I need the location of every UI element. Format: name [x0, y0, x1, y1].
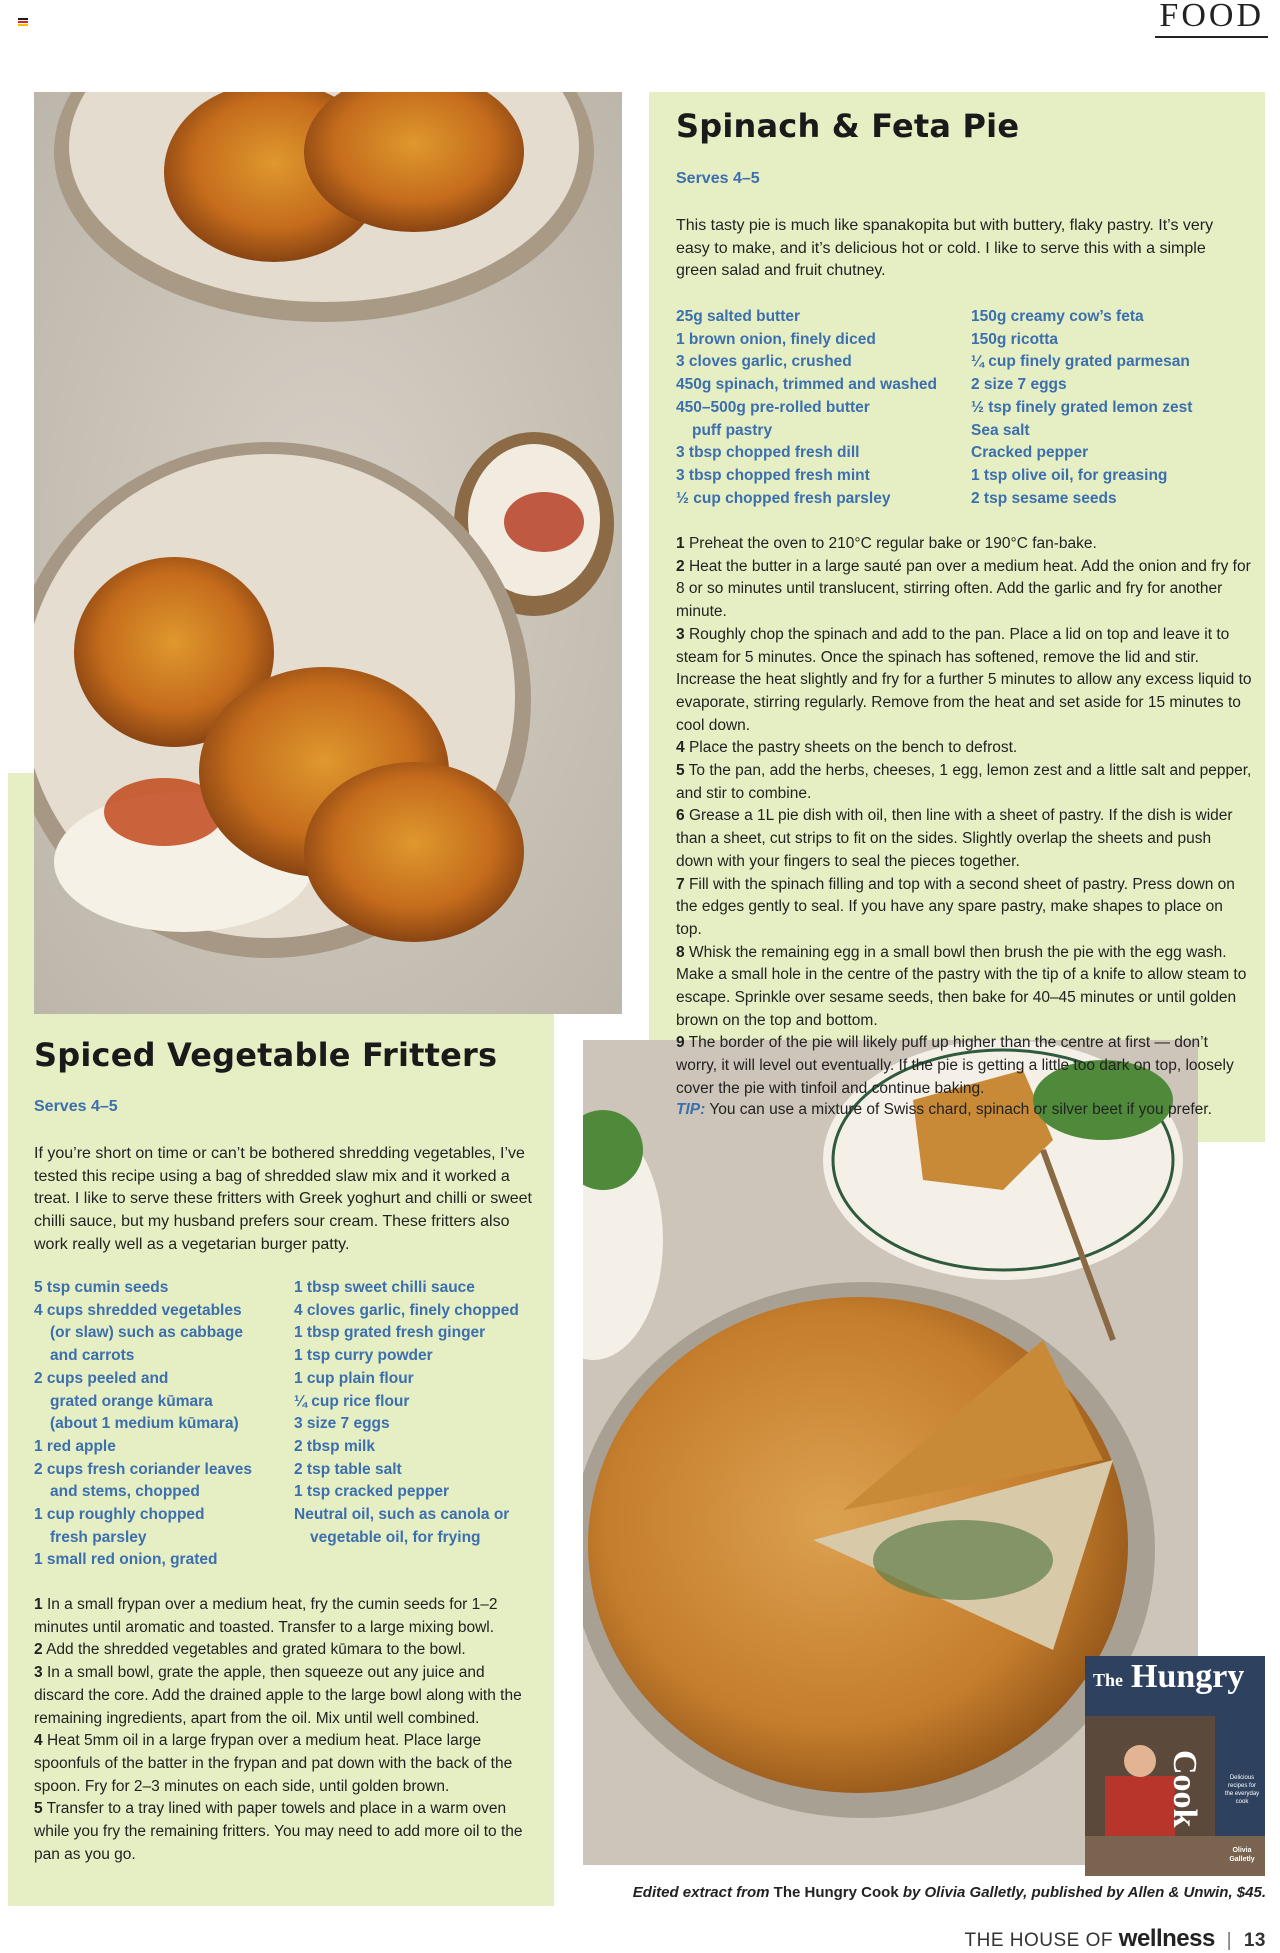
ingredient-text-continued: puff pastry: [692, 421, 773, 439]
ingredient-item: [676, 442, 966, 465]
ingredient-text: 2 tsp sesame seeds: [971, 489, 1117, 507]
step-text: Roughly chop the spinach and add to the pan. Place a lid on top and leave it to steam for 5 minutes. Once the spinach has softened, remove the lid and stir. Increase the heat slightly and fry for a further 5 minutes to allow any excess liquid to evaporate, stirring regularly. Remove from the heat and set aside for 15 minutes to cool down.: [676, 625, 1252, 734]
ingredient-item: [294, 1504, 544, 1549]
ingredient-text: ½ tsp finely grated lemon zest: [971, 398, 1193, 416]
ingredient-text: 1 tbsp sweet chilli sauce: [294, 1279, 475, 1296]
ingredient-text: 2 tbsp milk: [294, 1437, 375, 1455]
pie-ingredients-right: [971, 306, 1261, 510]
ingredient-item: [34, 1277, 294, 1300]
tip-text: You can use a mixture of Swiss chard, spinach or silver beet if you prefer.: [709, 1101, 1212, 1118]
ingredient-text: 450g spinach, trimmed and washed: [676, 376, 937, 394]
ingredient-text: 2 size 7 eggs: [971, 376, 1067, 394]
tip-label: TIP:: [676, 1101, 706, 1118]
ingredient-text: 3 size 7 eggs: [294, 1415, 390, 1433]
pie-method: [676, 533, 1252, 1101]
step-number: 1: [676, 535, 685, 552]
ingredient-item: [34, 1300, 294, 1368]
pie-tip: [676, 1099, 1252, 1122]
step-number: 1: [34, 1596, 43, 1613]
ingredient-text-continued: vegetable oil, for frying: [310, 1528, 481, 1546]
credit-suffix: by Olivia Galletly, published by Allen & Unwin, $45.: [902, 1884, 1266, 1901]
ingredient-item: [294, 1436, 544, 1459]
pie-intro: This tasty pie is much like spanakopita but with buttery, flaky pastry. It’s very easy to make, and it’s delicious hot or cold. I like to serve this with a simple green salad and fruit chutney.: [676, 217, 1214, 280]
method-step: [676, 737, 1252, 760]
method-step: [676, 624, 1252, 738]
step-text: Heat the butter in a large sauté pan over a medium heat. Add the onion and fry for 8 or so minutes until translucent, stirring often. Add the garlic and fry for another minute.: [676, 557, 1251, 621]
ingredient-item: [676, 465, 966, 488]
method-step: [34, 1730, 534, 1798]
ingredient-text: Neutral oil, such as canola or: [294, 1506, 510, 1524]
method-step: [34, 1639, 534, 1662]
ingredient-text: 1 red apple: [34, 1437, 116, 1455]
ingredient-item: [971, 465, 1261, 488]
ingredient-item: [676, 351, 966, 374]
section-label: FOOD: [1155, 0, 1268, 38]
ingredient-item: [676, 374, 966, 397]
ingredient-text: Cracked pepper: [971, 444, 1089, 462]
ingredient-text: 25g salted butter: [676, 308, 801, 325]
ingredient-item: [294, 1368, 544, 1391]
fritters-serves: Serves 4–5: [34, 1098, 118, 1115]
ingredient-text-continued: fresh parsley: [50, 1528, 147, 1546]
method-step: [676, 556, 1252, 624]
ingredient-text-continued: and carrots: [50, 1347, 135, 1365]
ingredient-text: 2 cups peeled and: [34, 1369, 169, 1387]
book-credit: [633, 1884, 1266, 1901]
ingredient-item: [294, 1481, 544, 1504]
ingredient-item: [294, 1322, 544, 1345]
ingredient-text-continued: and stems, chopped: [50, 1483, 200, 1501]
fritters-title: Spiced Vegetable Fritters: [34, 1036, 498, 1074]
ingredient-text: 4 cups shredded vegetables: [34, 1301, 242, 1319]
step-number: 3: [34, 1664, 43, 1682]
ingredient-text: ¼ cup finely grated parmesan: [971, 353, 1190, 371]
ingredient-text: Sea salt: [971, 421, 1030, 439]
step-text: Preheat the oven to 210°C regular bake or 190°C fan-bake.: [688, 535, 1097, 552]
ingredient-item: [294, 1345, 544, 1368]
ingredient-text: 1 tbsp grated fresh ginger: [294, 1324, 486, 1342]
method-step: [34, 1594, 534, 1639]
ingredient-item: [971, 420, 1261, 443]
method-step: [676, 760, 1252, 805]
ingredient-item: [676, 306, 966, 329]
step-number: 9: [676, 1034, 685, 1052]
ingredient-item: [34, 1504, 294, 1549]
ingredient-text-continued: grated orange kūmara: [50, 1392, 213, 1410]
step-number: 2: [676, 557, 685, 575]
ingredient-text-continued: (about 1 medium kūmara): [50, 1415, 239, 1433]
fritters-ingredients-left: [34, 1277, 294, 1572]
credit-book: The Hungry Cook: [773, 1884, 899, 1901]
method-step: [676, 942, 1252, 1033]
book-title-the: The: [1093, 1670, 1124, 1690]
book-author: Olivia Galletly: [1229, 1847, 1255, 1863]
step-text: Grease a 1L pie dish with oil, then line with a sheet of pastry. If the dish is wider than a sheet, cut strips to fit on the sides. Slightly overlap the sheets and push down with your fingers to seal the pieces together.: [676, 807, 1233, 870]
ingredient-text-continued: (or slaw) such as cabbage: [50, 1324, 243, 1342]
ingredient-text: 3 cloves garlic, crushed: [676, 353, 852, 371]
ingredient-item: [34, 1368, 294, 1436]
ingredient-item: [676, 397, 966, 442]
step-number: 8: [676, 943, 685, 961]
ingredient-item: [294, 1459, 544, 1482]
fritters-photo: [34, 92, 622, 1014]
method-step: [34, 1662, 534, 1730]
step-text: In a small bowl, grate the apple, then squeeze out any juice and discard the core. Add the drained apple to the large bowl along with the remaining ingredients, apart from the oil. Mix until well combined.: [34, 1664, 522, 1727]
method-step: [676, 805, 1252, 873]
step-text: Heat 5mm oil in a large frypan over a medium heat. Place large spoonfuls of the batter in the frypan and pat down with the back of the spoon. Fry for 2–3 minutes on each side, until golden brown.: [34, 1732, 513, 1795]
ingredient-item: [971, 374, 1261, 397]
ingredient-text: 2 tsp table salt: [294, 1460, 402, 1478]
step-text: Fill with the spinach filling and top with a second sheet of pastry. Press down on the edges gently to seal. If you have any spare pastry, make shapes to place on top.: [676, 875, 1235, 938]
ingredient-text: 4 cloves garlic, finely chopped: [294, 1301, 519, 1319]
ingredient-text: ½ cup chopped fresh parsley: [676, 489, 891, 507]
credit-prefix: Edited extract from: [632, 1884, 770, 1901]
ingredient-text: ¼ cup rice flour: [294, 1392, 410, 1410]
fritters-ingredients-right: [294, 1277, 544, 1549]
ingredient-text: 3 tbsp chopped fresh dill: [676, 444, 860, 462]
ingredient-item: [971, 329, 1261, 352]
ingredient-item: [34, 1549, 294, 1572]
ingredient-item: [971, 351, 1261, 374]
step-number: 2: [34, 1641, 43, 1659]
method-step: [676, 533, 1252, 556]
ingredient-text: 5 tsp cumin seeds: [34, 1279, 169, 1296]
ingredient-text: 1 brown onion, finely diced: [676, 330, 876, 348]
book-title-cook: Cook: [1166, 1750, 1203, 1828]
step-number: 3: [676, 625, 685, 643]
ingredient-text: 1 tsp cracked pepper: [294, 1483, 450, 1501]
ingredient-item: [294, 1391, 544, 1414]
step-number: 5: [676, 762, 685, 780]
ingredient-text: 1 tsp curry powder: [294, 1347, 433, 1365]
ingredient-text: 450–500g pre-rolled butter: [676, 398, 870, 416]
ingredient-item: [971, 442, 1261, 465]
ingredient-text: 150g creamy cow’s feta: [971, 308, 1144, 325]
ingredient-item: [971, 488, 1261, 511]
footer-brand: wellness: [1118, 1925, 1215, 1952]
book-tagline: Delicious recipes for the everyday cook: [1224, 1775, 1260, 1805]
ingredient-text: 3 tbsp chopped fresh mint: [676, 466, 870, 484]
flag-icon: [18, 18, 28, 25]
ingredient-text: 150g ricotta: [971, 330, 1059, 348]
step-text: To the pan, add the herbs, cheeses, 1 egg, lemon zest and a little salt and pepper, and stir to combine.: [676, 762, 1252, 802]
ingredient-text: 1 cup roughly chopped: [34, 1506, 205, 1524]
step-text: Add the shredded vegetables and grated kūmara to the bowl.: [46, 1641, 466, 1659]
ingredient-item: [294, 1413, 544, 1436]
step-text: The border of the pie will likely puff up higher than the centre at first — don’t worry, it will level out eventually. If the pie is getting a little too dark on top, loosely cover the pie with tinfoil and continue baking.: [676, 1034, 1234, 1097]
step-text: Place the pastry sheets on the bench to defrost.: [688, 739, 1018, 757]
step-number: 4: [34, 1732, 43, 1750]
ingredient-item: [676, 488, 966, 511]
ingredient-item: [294, 1300, 544, 1323]
pie-title: Spinach & Feta Pie: [676, 107, 1020, 145]
method-step: [34, 1798, 534, 1866]
pie-serves: Serves 4–5: [676, 170, 760, 187]
ingredient-text: 1 tsp olive oil, for greasing: [971, 466, 1168, 484]
ingredient-item: [971, 397, 1261, 420]
book-cover: [1085, 1656, 1265, 1876]
step-text: Transfer to a tray lined with paper towels and place in a warm oven while you fry the remaining fritters. You may need to add more oil to the pan as you go.: [34, 1800, 523, 1863]
step-number: 5: [34, 1800, 43, 1818]
ingredient-item: [971, 306, 1261, 329]
step-text: In a small frypan over a medium heat, fry the cumin seeds for 1–2 minutes until aromatic and toasted. Transfer to a large mixing bowl.: [34, 1596, 498, 1636]
ingredient-text: 2 cups fresh coriander leaves: [34, 1460, 252, 1478]
ingredient-item: [676, 329, 966, 352]
method-step: [676, 874, 1252, 942]
ingredient-item: [34, 1459, 294, 1504]
fritters-method: [34, 1594, 534, 1866]
page-number: 13: [1243, 1930, 1266, 1951]
footer-separator: |: [1226, 1930, 1233, 1951]
step-number: 7: [676, 875, 685, 893]
ingredient-text: 1 small red onion, grated: [34, 1551, 218, 1569]
method-step: [676, 1032, 1252, 1100]
ingredient-item: [34, 1436, 294, 1459]
step-text: Whisk the remaining egg in a small bowl then brush the pie with the egg wash. Make a small hole in the centre of the pastry with the tip of a knife to allow steam to escape. Sprinkle over sesame seeds, then bake for 40–45 minutes or until golden brown on the top and bottom.: [676, 943, 1247, 1029]
footer-pre: THE HOUSE OF: [964, 1930, 1114, 1951]
pie-ingredients-left: [676, 306, 966, 510]
ingredient-item: [294, 1277, 544, 1300]
page-footer: [965, 1925, 1267, 1953]
fritters-intro: If you’re short on time or can’t be bothered shredding vegetables, I’ve tested this recipe using a bag of shredded slaw mix and it worked a treat. I like to serve these fritters with Greek yoghurt and chilli or sweet chilli sauce, but my husband prefers sour cream. These fritters also work really well as a vegetarian burger patty.: [34, 1145, 532, 1253]
step-number: 6: [676, 807, 685, 825]
ingredient-text: 1 cup plain flour: [294, 1369, 414, 1387]
book-title-hungry: Hungry: [1131, 1658, 1245, 1695]
step-number: 4: [676, 739, 685, 757]
